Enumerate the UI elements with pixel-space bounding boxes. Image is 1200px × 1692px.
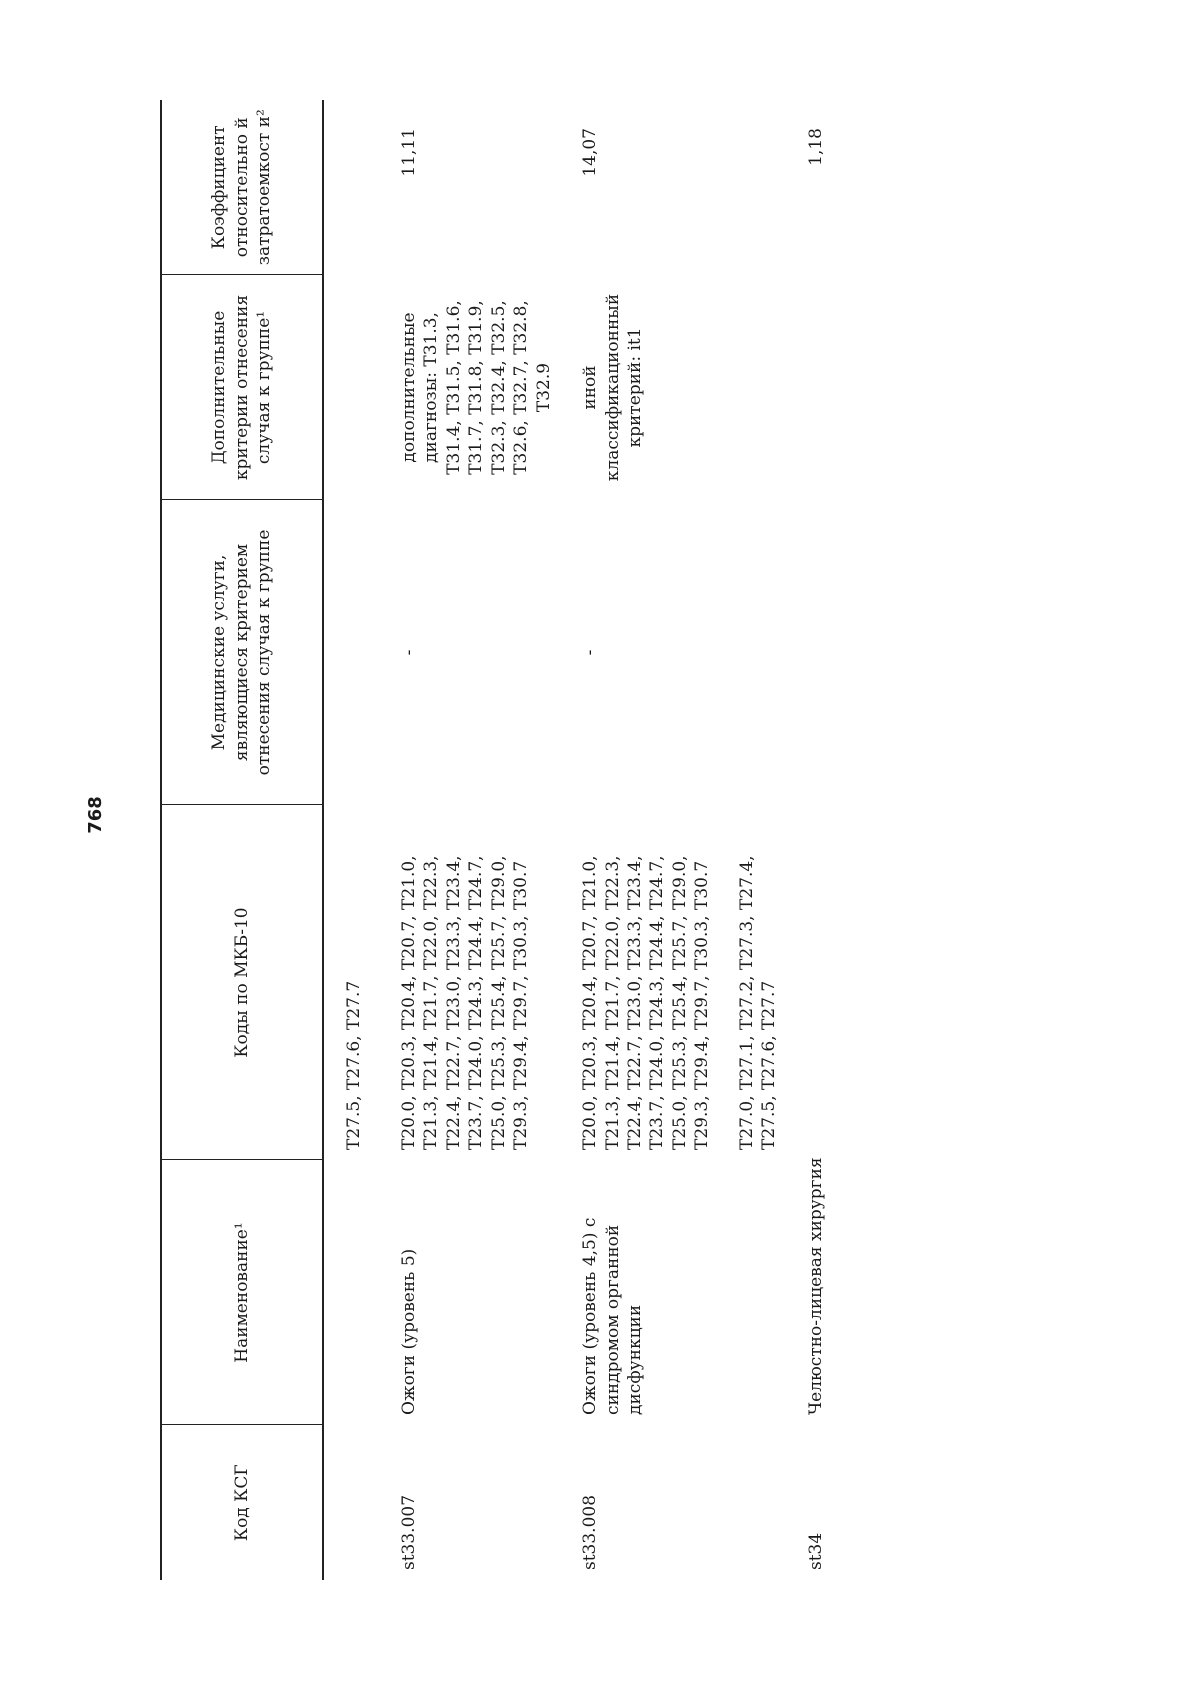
mkb-line: T29.3, T29.4, T29.7, T30.3, T30.7 (511, 860, 532, 1150)
row-mkb (579, 805, 805, 1160)
mkb-line: T21.3, T21.4, T21.7, T22.0, T22.3, (602, 855, 623, 1150)
section-name: Челюстно-лицевая хирургия (805, 1157, 826, 1415)
page-number: 768 (85, 796, 106, 834)
extra-line: T31.4, T31.5, T31.6, (443, 300, 464, 475)
mkb-line: T22.4, T22.7, T23.0, T23.3, T23.4, (624, 855, 645, 1150)
row-services: - (399, 649, 419, 656)
header-coef: Коэффициент относительно й затратоемкост и² (161, 100, 323, 275)
continuation-row (323, 100, 384, 1580)
header-code: Код КСГ (231, 1464, 252, 1542)
header-services: Медицинские услуги, являющиеся критерием отнесения случая к группе (161, 500, 323, 805)
row-code: st33.007 (399, 1494, 419, 1570)
table-header-row (161, 100, 323, 1580)
row-coef: 14,07 (580, 128, 601, 177)
row-name: Ожоги (уровень 5) (399, 1248, 419, 1415)
extra-line: классификационный (602, 293, 623, 482)
row-extra (398, 275, 579, 500)
row-extra (579, 275, 805, 500)
section-coef: 1,18 (805, 128, 826, 166)
mkb-line: T22.4, T22.7, T23.0, T23.3, T23.4, (443, 855, 464, 1150)
mkb-line: T21.3, T21.4, T21.7, T22.0, T22.3, (421, 855, 442, 1150)
continuation-mkb: T27.5, T27.6, T27.7 (343, 980, 364, 1150)
row-code: st33.008 (580, 1494, 601, 1570)
header-mkb: Коды по МКБ-10 (161, 805, 323, 1160)
row-coef: 11,11 (399, 128, 419, 177)
mkb-line: T29.3, T29.4, T29.7, T30.3, T30.7 (692, 860, 713, 1150)
extra-line: критерий: it1 (624, 327, 645, 448)
extra-line: дополнительные (399, 312, 419, 463)
mkb-line: T27.5, T27.6, T27.7 (759, 980, 780, 1150)
mkb-line: T20.0, T20.3, T20.4, T20.7, T21.0, (399, 855, 419, 1150)
section-code: st34 (805, 1532, 826, 1570)
row-mkb (398, 805, 579, 1160)
extra-line: T32.6, T32.7, T32.8, (511, 300, 532, 475)
ksg-table (160, 100, 827, 1580)
rotated-table-container (160, 100, 940, 1580)
extra-line: диагнозы: T31.3, (421, 312, 442, 463)
mkb-line: T20.0, T20.3, T20.4, T20.7, T21.0, (580, 855, 601, 1150)
row-services: - (580, 649, 601, 656)
section-row (805, 100, 827, 1580)
extra-line: T32.3, T32.4, T32.5, (488, 300, 509, 475)
mkb-line: T25.0, T25.3, T25.4, T25.7, T29.0, (488, 855, 509, 1150)
table-row (579, 100, 805, 1580)
mkb-line: T27.0, T27.1, T27.2, T27.3, T27.4, (736, 855, 757, 1150)
row-name: Ожоги (уровень 4,5) с синдромом органной дисфункции (580, 1217, 645, 1415)
header-name: Наименование¹ (161, 1160, 323, 1425)
extra-line: T32.9 (533, 362, 554, 413)
table-row (398, 100, 579, 1580)
header-extra: Дополнительные критерии отнесения случая к группе¹ (161, 275, 323, 500)
mkb-line: T23.7, T24.0, T24.3, T24.4, T24.7, (466, 855, 487, 1150)
mkb-line: T25.0, T25.3, T25.4, T25.7, T29.0, (669, 855, 690, 1150)
extra-line: T31.7, T31.8, T31.9, (466, 300, 487, 475)
extra-line: иной (580, 365, 601, 410)
mkb-line: T23.7, T24.0, T24.3, T24.4, T24.7, (647, 855, 668, 1150)
